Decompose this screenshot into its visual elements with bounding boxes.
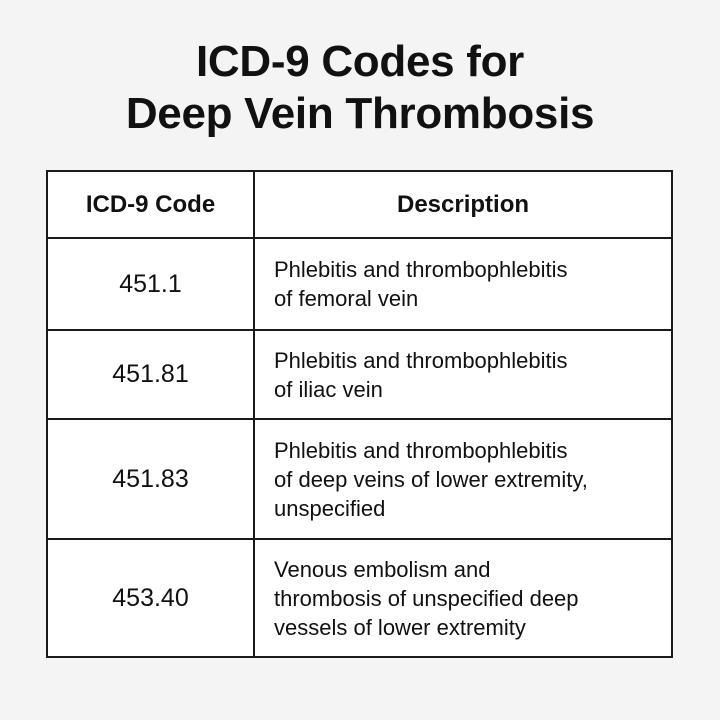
- header-icd9-code: ICD-9 Code: [47, 171, 254, 238]
- title-line-2: Deep Vein Thrombosis: [125, 89, 595, 138]
- code-cell: 453.40: [47, 539, 254, 657]
- table-row: [47, 539, 672, 657]
- description-line: Phlebitis and thrombophlebitis: [274, 257, 568, 282]
- description-line: of femoral vein: [274, 286, 419, 311]
- code-cell: 451.1: [47, 238, 254, 330]
- page-title: [0, 36, 720, 140]
- description-line: of deep veins of lower extremity,: [274, 466, 588, 492]
- table-row: [47, 330, 672, 419]
- code-cell: 451.81: [47, 330, 254, 419]
- header-description: Description: [254, 171, 672, 238]
- description-cell: [254, 419, 672, 539]
- description-cell: [254, 330, 672, 419]
- code-cell: 451.83: [47, 419, 254, 539]
- description-line: Phlebitis and thrombophlebitis: [274, 437, 568, 463]
- title-line-1: ICD-9 Codes for: [196, 37, 524, 86]
- description-line: unspecified: [274, 495, 386, 521]
- description-cell: [254, 238, 672, 330]
- icd9-codes-table: [46, 170, 673, 658]
- description-line: Venous embolism and: [274, 556, 491, 582]
- description-line: thrombosis of unspecified deep: [274, 585, 579, 611]
- table-row: [47, 419, 672, 539]
- description-line: of iliac vein: [274, 376, 383, 402]
- table-row: [47, 238, 672, 330]
- description-cell: [254, 539, 672, 657]
- description-line: Phlebitis and thrombophlebitis: [274, 347, 568, 373]
- description-line: vessels of lower extremity: [274, 614, 526, 640]
- table-header-row: [47, 171, 672, 238]
